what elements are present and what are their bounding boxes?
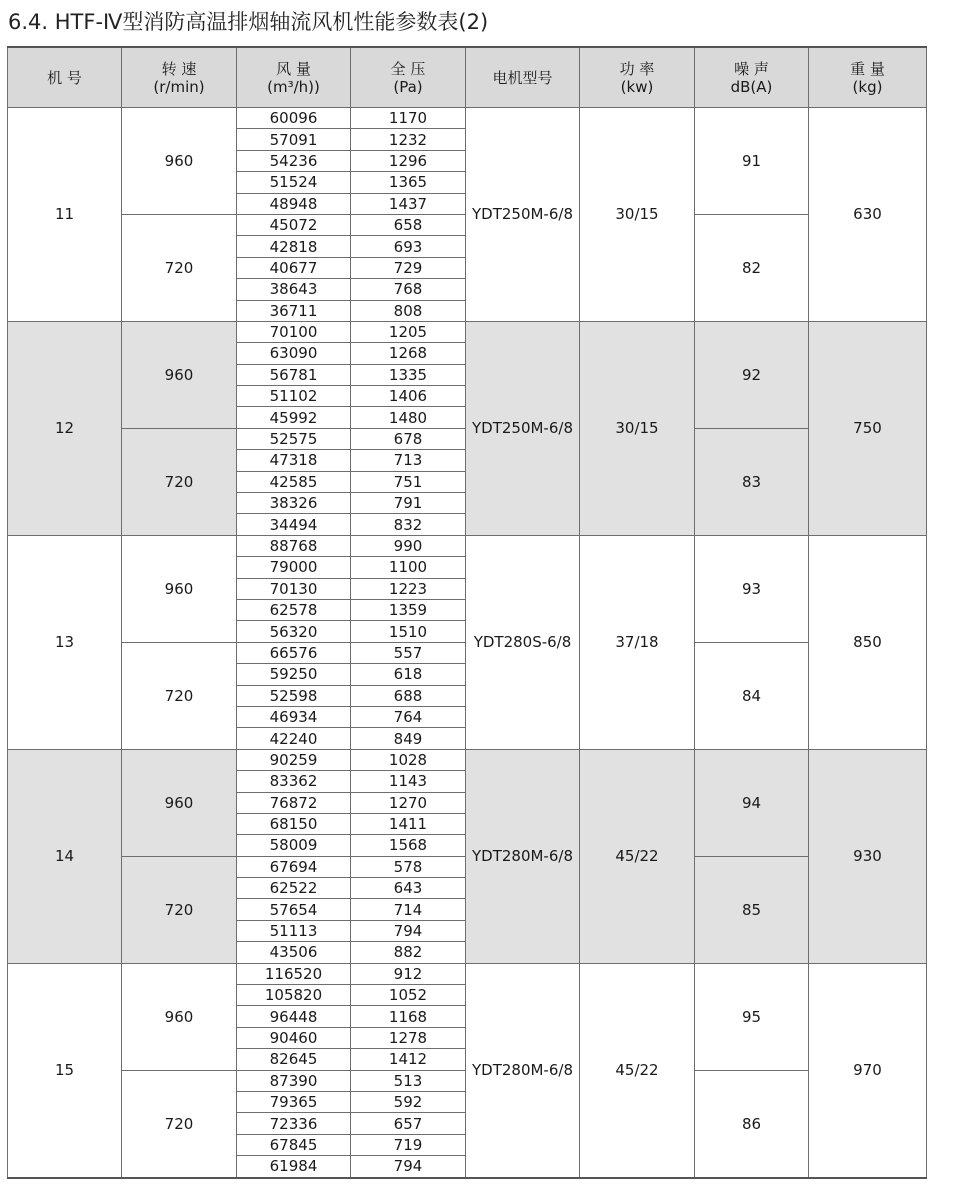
pressure-cell: 1365 [351, 172, 466, 193]
header-motor [466, 47, 580, 108]
airflow-cell: 79365 [237, 1091, 351, 1112]
motor-model-cell: YDT280M-6/8 [466, 749, 580, 963]
motor-model-cell: YDT250M-6/8 [466, 108, 580, 322]
pressure-cell: 808 [351, 300, 466, 321]
speed-cell: 720 [122, 214, 237, 321]
pressure-cell: 791 [351, 493, 466, 514]
pressure-cell: 832 [351, 514, 466, 535]
airflow-cell: 40677 [237, 257, 351, 278]
airflow-cell: 57091 [237, 129, 351, 150]
airflow-cell: 38643 [237, 279, 351, 300]
speed-cell: 960 [122, 963, 237, 1070]
pressure-cell: 764 [351, 706, 466, 727]
pressure-cell: 1568 [351, 835, 466, 856]
pressure-cell: 1268 [351, 343, 466, 364]
speed-cell: 720 [122, 1070, 237, 1177]
power-cell: 45/22 [580, 749, 695, 963]
airflow-cell: 47318 [237, 450, 351, 471]
pressure-cell: 578 [351, 856, 466, 877]
pressure-cell: 729 [351, 257, 466, 278]
pressure-cell: 1437 [351, 193, 466, 214]
pressure-cell: 1296 [351, 150, 466, 171]
pressure-cell: 751 [351, 471, 466, 492]
header-model [8, 47, 122, 108]
airflow-cell: 61984 [237, 1156, 351, 1178]
noise-cell: 85 [695, 856, 809, 963]
pressure-cell: 688 [351, 685, 466, 706]
airflow-cell: 76872 [237, 792, 351, 813]
header-noise [695, 47, 809, 108]
airflow-cell: 70130 [237, 578, 351, 599]
pressure-cell: 912 [351, 963, 466, 984]
model-number-cell: 15 [8, 963, 122, 1177]
weight-cell: 850 [809, 535, 927, 749]
airflow-cell: 67845 [237, 1134, 351, 1155]
airflow-cell: 67694 [237, 856, 351, 877]
airflow-cell: 57654 [237, 899, 351, 920]
noise-cell: 92 [695, 321, 809, 428]
pressure-cell: 1028 [351, 749, 466, 770]
power-cell: 30/15 [580, 321, 695, 535]
airflow-cell: 51102 [237, 386, 351, 407]
pressure-cell: 1278 [351, 1027, 466, 1048]
airflow-cell: 56781 [237, 364, 351, 385]
airflow-cell: 58009 [237, 835, 351, 856]
airflow-cell: 83362 [237, 771, 351, 792]
pressure-cell: 1411 [351, 813, 466, 834]
pressure-cell: 1168 [351, 1006, 466, 1027]
airflow-cell: 66576 [237, 642, 351, 663]
pressure-cell: 794 [351, 1156, 466, 1178]
airflow-cell: 36711 [237, 300, 351, 321]
speed-cell: 960 [122, 535, 237, 642]
pressure-cell: 1170 [351, 108, 466, 129]
pressure-cell: 719 [351, 1134, 466, 1155]
pressure-cell: 643 [351, 878, 466, 899]
pressure-cell: 1223 [351, 578, 466, 599]
header-pressure [351, 47, 466, 108]
pressure-cell: 1510 [351, 621, 466, 642]
noise-cell: 82 [695, 214, 809, 321]
pressure-cell: 794 [351, 920, 466, 941]
noise-cell: 86 [695, 1070, 809, 1177]
header-label: 风 量 [276, 59, 311, 78]
table-row [8, 963, 927, 984]
airflow-cell: 51524 [237, 172, 351, 193]
pressure-cell: 1100 [351, 557, 466, 578]
power-cell: 45/22 [580, 963, 695, 1177]
airflow-cell: 42240 [237, 728, 351, 749]
header-label: 噪 声 [734, 59, 769, 78]
header-weight [809, 47, 927, 108]
header-speed [122, 47, 237, 108]
airflow-cell: 82645 [237, 1049, 351, 1070]
model-number-cell: 11 [8, 108, 122, 322]
airflow-cell: 51113 [237, 920, 351, 941]
speed-cell: 960 [122, 321, 237, 428]
power-cell: 37/18 [580, 535, 695, 749]
header-unit: (kw) [620, 77, 654, 96]
header-row [8, 47, 927, 108]
header-power [580, 47, 695, 108]
header-unit: (m³/h)) [267, 77, 320, 96]
pressure-cell: 882 [351, 942, 466, 963]
pressure-cell: 1480 [351, 407, 466, 428]
power-cell: 30/15 [580, 108, 695, 322]
pressure-cell: 678 [351, 428, 466, 449]
airflow-cell: 90259 [237, 749, 351, 770]
airflow-cell: 79000 [237, 557, 351, 578]
pressure-cell: 1406 [351, 386, 466, 407]
noise-cell: 91 [695, 108, 809, 215]
pressure-cell: 693 [351, 236, 466, 257]
noise-cell: 94 [695, 749, 809, 856]
airflow-cell: 62522 [237, 878, 351, 899]
header-airflow [237, 47, 351, 108]
model-group [8, 321, 927, 535]
airflow-cell: 54236 [237, 150, 351, 171]
pressure-cell: 1052 [351, 985, 466, 1006]
airflow-cell: 68150 [237, 813, 351, 834]
pressure-cell: 592 [351, 1091, 466, 1112]
table-row [8, 108, 927, 129]
model-number-cell: 14 [8, 749, 122, 963]
airflow-cell: 56320 [237, 621, 351, 642]
model-group [8, 963, 927, 1177]
weight-cell: 750 [809, 321, 927, 535]
airflow-cell: 42585 [237, 471, 351, 492]
header-label: 全 压 [390, 59, 426, 78]
airflow-cell: 52598 [237, 685, 351, 706]
table-header [8, 47, 927, 108]
header-unit: dB(A) [730, 77, 773, 96]
noise-cell: 84 [695, 642, 809, 749]
weight-cell: 630 [809, 108, 927, 322]
motor-model-cell: YDT250M-6/8 [466, 321, 580, 535]
header-label: 重 量 [850, 59, 885, 78]
airflow-cell: 43506 [237, 942, 351, 963]
airflow-cell: 87390 [237, 1070, 351, 1091]
airflow-cell: 59250 [237, 664, 351, 685]
pressure-cell: 1335 [351, 364, 466, 385]
pressure-cell: 768 [351, 279, 466, 300]
airflow-cell: 90460 [237, 1027, 351, 1048]
pressure-cell: 1359 [351, 599, 466, 620]
weight-cell: 970 [809, 963, 927, 1177]
model-group [8, 535, 927, 749]
airflow-cell: 96448 [237, 1006, 351, 1027]
performance-table [7, 46, 927, 1179]
pressure-cell: 1205 [351, 321, 466, 342]
pressure-cell: 557 [351, 642, 466, 663]
noise-cell: 83 [695, 428, 809, 535]
airflow-cell: 48948 [237, 193, 351, 214]
header-label: 功 率 [619, 59, 655, 78]
airflow-cell: 45072 [237, 214, 351, 235]
model-number-cell: 12 [8, 321, 122, 535]
pressure-cell: 849 [351, 728, 466, 749]
pressure-cell: 1412 [351, 1049, 466, 1070]
pressure-cell: 658 [351, 214, 466, 235]
pressure-cell: 1232 [351, 129, 466, 150]
header-label: 电机型号 [492, 68, 553, 87]
pressure-cell: 1143 [351, 771, 466, 792]
pressure-cell: 618 [351, 664, 466, 685]
airflow-cell: 46934 [237, 706, 351, 727]
airflow-cell: 72336 [237, 1113, 351, 1134]
airflow-cell: 38326 [237, 493, 351, 514]
airflow-cell: 34494 [237, 514, 351, 535]
page-title: 6.4. HTF-Ⅳ型消防高温排烟轴流风机性能参数表(2) [8, 10, 489, 34]
airflow-cell: 116520 [237, 963, 351, 984]
header-unit: (r/min) [153, 77, 205, 96]
airflow-cell: 60096 [237, 108, 351, 129]
airflow-cell: 62578 [237, 599, 351, 620]
model-number-cell: 13 [8, 535, 122, 749]
airflow-cell: 63090 [237, 343, 351, 364]
airflow-cell: 45992 [237, 407, 351, 428]
airflow-cell: 88768 [237, 535, 351, 556]
pressure-cell: 1270 [351, 792, 466, 813]
speed-cell: 720 [122, 856, 237, 963]
table-row [8, 535, 927, 556]
header-unit: (kg) [852, 77, 883, 96]
noise-cell: 93 [695, 535, 809, 642]
model-group [8, 749, 927, 963]
speed-cell: 720 [122, 642, 237, 749]
table-row [8, 321, 927, 342]
pressure-cell: 714 [351, 899, 466, 920]
speed-cell: 720 [122, 428, 237, 535]
motor-model-cell: YDT280M-6/8 [466, 963, 580, 1177]
pressure-cell: 990 [351, 535, 466, 556]
pressure-cell: 713 [351, 450, 466, 471]
pressure-cell: 657 [351, 1113, 466, 1134]
table-row [8, 749, 927, 770]
model-group [8, 108, 927, 322]
header-unit: (Pa) [393, 77, 423, 96]
speed-cell: 960 [122, 108, 237, 215]
header-label: 机 号 [47, 68, 82, 87]
weight-cell: 930 [809, 749, 927, 963]
noise-cell: 95 [695, 963, 809, 1070]
airflow-cell: 42818 [237, 236, 351, 257]
speed-cell: 960 [122, 749, 237, 856]
pressure-cell: 513 [351, 1070, 466, 1091]
airflow-cell: 52575 [237, 428, 351, 449]
header-label: 转 速 [161, 59, 197, 78]
performance-table-container [7, 46, 926, 1179]
airflow-cell: 70100 [237, 321, 351, 342]
motor-model-cell: YDT280S-6/8 [466, 535, 580, 749]
airflow-cell: 105820 [237, 985, 351, 1006]
